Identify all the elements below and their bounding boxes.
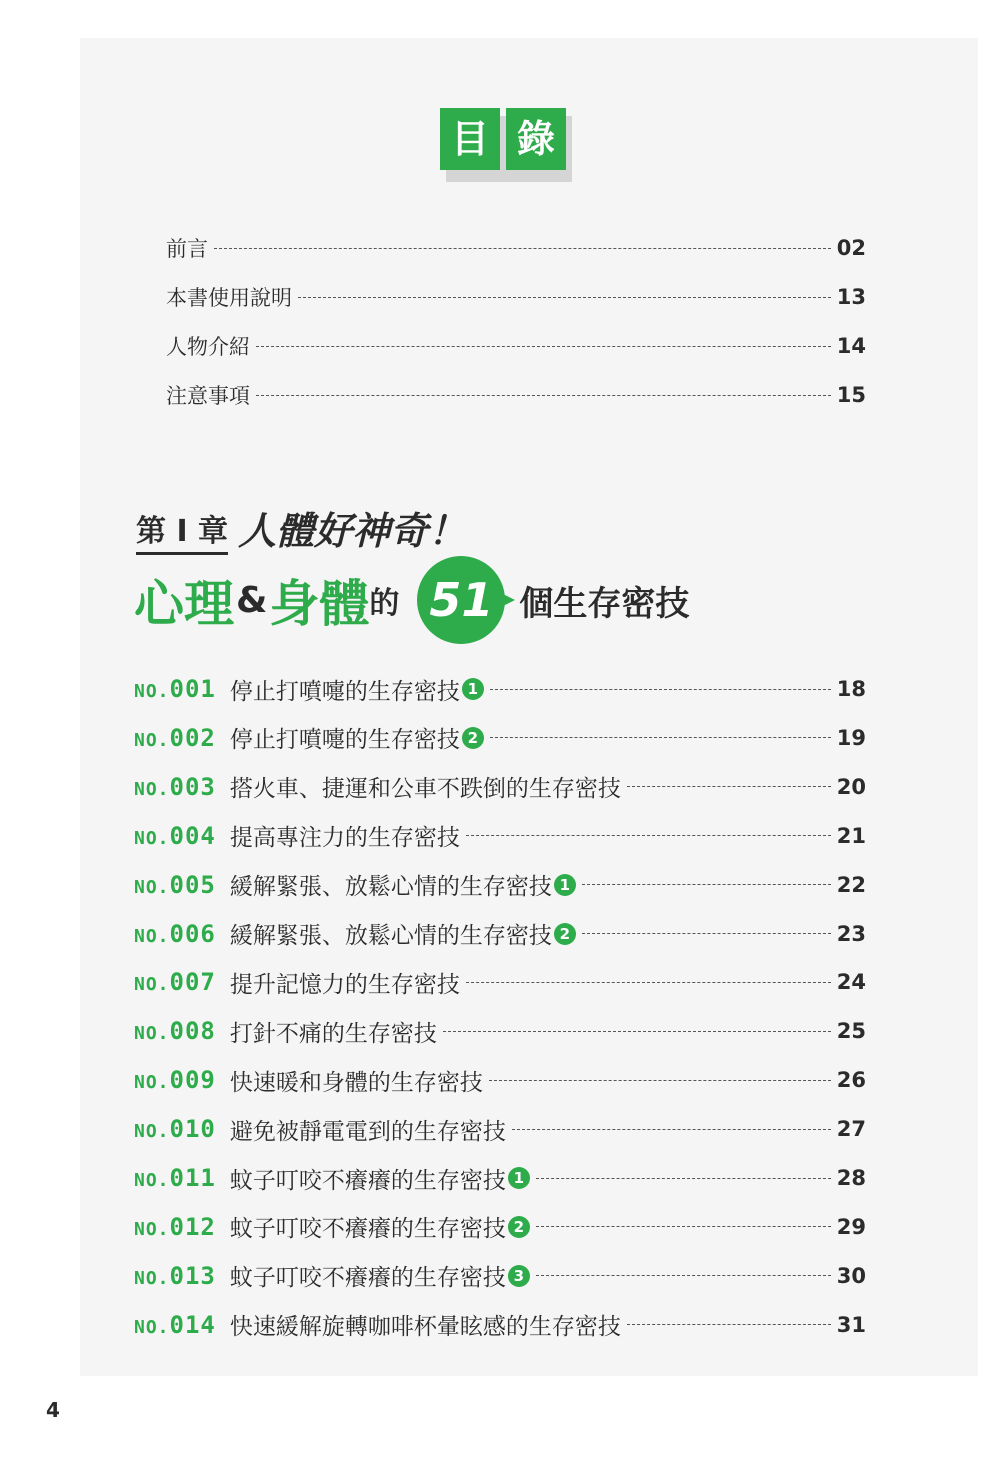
toc-page-number: 21 (836, 823, 866, 848)
toc-page-number: 24 (836, 970, 866, 995)
toc-page-number: 15 (836, 383, 866, 407)
toc-entry-row[interactable] (134, 816, 866, 856)
toc-page-number: 18 (836, 677, 866, 701)
entry-number (134, 1311, 216, 1339)
toc-entry-title: 前言 (166, 237, 208, 261)
entry-number-prefix: NO. (134, 1316, 170, 1338)
toc-entry-title: 本書使用說明 (166, 286, 292, 310)
toc-page-number: 14 (836, 334, 866, 358)
entry-number (134, 822, 216, 850)
entry-number-prefix: NO. (134, 925, 170, 947)
entry-number (134, 871, 216, 899)
toc-page-number: 27 (836, 1117, 866, 1142)
toc-entry-row[interactable] (134, 865, 866, 905)
dot-leader (214, 248, 831, 249)
toc-entry-row[interactable] (134, 962, 866, 1002)
chapter-label: 第 I 章 (136, 506, 228, 555)
chapter-part2: 身體 (269, 575, 370, 633)
toc-page-number: 02 (836, 236, 866, 260)
entry-number-prefix: NO. (134, 1121, 170, 1143)
part-number-badge: 1 (508, 1167, 530, 1189)
part-number-badge: 3 (508, 1265, 530, 1287)
toc-entry-row[interactable] (134, 1158, 866, 1198)
entry-number-digits: 010 (169, 1115, 216, 1144)
toc-entry-row[interactable] (134, 914, 866, 954)
toc-entry-title: 快速暖和身體的生存密技 (229, 1069, 483, 1096)
entry-number-digits: 005 (169, 870, 216, 899)
chapter-de: 的 (369, 586, 400, 621)
dot-leader (443, 1031, 831, 1032)
entry-number-prefix: NO. (134, 1218, 170, 1240)
toc-title-char-left: 目 (440, 108, 500, 170)
part-number-badge: 2 (554, 923, 576, 945)
entry-number-digits: 002 (169, 723, 216, 752)
toc-page-number: 23 (836, 921, 866, 946)
toc-page-number: 19 (836, 725, 866, 750)
toc-entry-row[interactable] (134, 1305, 866, 1345)
toc-entry-row[interactable] (134, 1256, 866, 1296)
entry-number (134, 920, 216, 948)
entry-number-digits: 009 (169, 1066, 216, 1095)
entry-number-prefix: NO. (134, 974, 170, 996)
entry-number (134, 675, 216, 703)
toc-entry-title: 緩解緊張、放鬆心情的生存密技 (229, 923, 552, 949)
entry-number-prefix: NO. (134, 729, 170, 751)
toc-page-number: 28 (836, 1166, 866, 1190)
entry-number-digits: 008 (169, 1017, 216, 1046)
chapter-title: 人體好神奇！ (238, 509, 467, 553)
entry-number (134, 1017, 216, 1045)
entry-number-prefix: NO. (134, 1023, 170, 1045)
dot-leader (582, 884, 831, 885)
entry-number-digits: 006 (169, 919, 216, 948)
toc-page-number: 25 (836, 1019, 866, 1044)
toc-entry-row[interactable] (134, 669, 866, 709)
toc-entry-row[interactable] (134, 1011, 866, 1051)
toc-entry-row[interactable] (134, 1109, 866, 1149)
toc-entry-title: 注意事項 (166, 384, 250, 408)
toc-entry-title: 停止打噴嚏的生存密技 (229, 678, 460, 705)
entry-number (134, 1262, 216, 1290)
toc-entry-title: 蚊子叮咬不癢癢的生存密技 (229, 1265, 506, 1292)
toc-entry-title: 搭火車、捷運和公車不跌倒的生存密技 (229, 776, 621, 803)
entry-number (134, 968, 216, 996)
toc-entry-title: 蚊子叮咬不癢癢的生存密技 (229, 1216, 506, 1243)
toc-entry-title: 蚊子叮咬不癢癢的生存密技 (229, 1167, 506, 1194)
entry-number-prefix: NO. (134, 1267, 170, 1289)
entry-number-prefix: NO. (134, 1072, 170, 1094)
entry-number (134, 724, 216, 752)
entry-number-prefix: NO. (134, 827, 170, 849)
toc-intro-row[interactable] (166, 277, 866, 317)
dot-leader (536, 1226, 831, 1227)
toc-page-number: 29 (836, 1214, 866, 1239)
dot-leader (489, 1080, 831, 1081)
dot-leader (490, 737, 831, 738)
entry-number (134, 1164, 216, 1192)
part-number-badge: 2 (462, 727, 484, 749)
entry-number-prefix: NO. (134, 681, 170, 702)
entry-number (134, 1213, 216, 1241)
dot-leader (466, 982, 831, 983)
entry-number-digits: 001 (169, 675, 216, 703)
entry-number-digits: 014 (169, 1310, 216, 1339)
toc-page-number: 13 (836, 285, 866, 309)
dot-leader (627, 1324, 831, 1325)
entry-number-digits: 011 (169, 1164, 216, 1192)
toc-title-char-right: 錄 (506, 108, 566, 170)
toc-intro-row[interactable] (166, 375, 866, 415)
toc-page-number: 20 (836, 774, 866, 799)
toc-entry-title: 停止打噴嚏的生存密技 (229, 727, 460, 754)
toc-entry-title: 提升記憶力的生存密技 (229, 971, 460, 998)
toc-intro-row[interactable] (166, 326, 866, 366)
dot-leader (536, 1178, 831, 1179)
entry-number-prefix: NO. (134, 876, 170, 898)
dot-leader (298, 297, 831, 298)
dot-leader (490, 689, 831, 690)
toc-entry-row[interactable] (134, 718, 866, 758)
page-number: 4 (46, 1398, 60, 1422)
part-number-badge: 1 (462, 678, 484, 700)
toc-page-number: 26 (836, 1068, 866, 1093)
entry-number-prefix: NO. (134, 1170, 170, 1191)
entry-number-digits: 007 (169, 968, 216, 997)
toc-entry-row[interactable] (134, 1207, 866, 1247)
toc-page-number: 31 (836, 1312, 866, 1337)
dot-leader (256, 346, 831, 347)
entry-number-digits: 003 (169, 772, 216, 801)
chapter-heading (136, 505, 466, 555)
toc-entry-title: 提高專注力的生存密技 (229, 825, 460, 852)
dot-leader (466, 835, 831, 836)
toc-page-number: 30 (836, 1263, 866, 1288)
toc-page-number: 22 (836, 872, 866, 897)
entry-number (134, 1066, 216, 1094)
chapter-rest: 個生存密技 (519, 583, 690, 624)
dot-leader (627, 786, 831, 787)
dot-leader (582, 933, 831, 934)
toc-entry-title: 人物介紹 (166, 335, 250, 359)
toc-entry-title: 避免被靜電電到的生存密技 (229, 1118, 506, 1145)
toc-entry-title: 緩解緊張、放鬆心情的生存密技 (229, 874, 552, 901)
chapter-amp: & (236, 579, 268, 621)
dot-leader (536, 1275, 831, 1276)
entry-number-prefix: NO. (134, 778, 170, 800)
dot-leader (512, 1129, 831, 1130)
chapter-part1: 心理 (134, 575, 234, 633)
part-number-badge: 1 (554, 874, 576, 896)
part-number-badge: 2 (508, 1216, 530, 1238)
toc-intro-row[interactable] (166, 228, 866, 268)
toc-entry-row[interactable] (134, 767, 866, 807)
entry-number-digits: 004 (169, 821, 216, 850)
toc-title-badge (440, 108, 572, 180)
entry-number (134, 1115, 216, 1143)
chapter-count-badge: 51 (417, 556, 505, 644)
entry-number (134, 773, 216, 801)
toc-entry-title: 快速緩解旋轉咖啡杯暈眩感的生存密技 (229, 1314, 621, 1341)
entry-number-digits: 013 (169, 1261, 216, 1290)
chapter-subheading (134, 556, 689, 644)
toc-entry-row[interactable] (134, 1060, 866, 1100)
dot-leader (256, 395, 831, 396)
entry-number-digits: 012 (169, 1212, 216, 1241)
toc-entry-title: 打針不痛的生存密技 (229, 1020, 437, 1047)
